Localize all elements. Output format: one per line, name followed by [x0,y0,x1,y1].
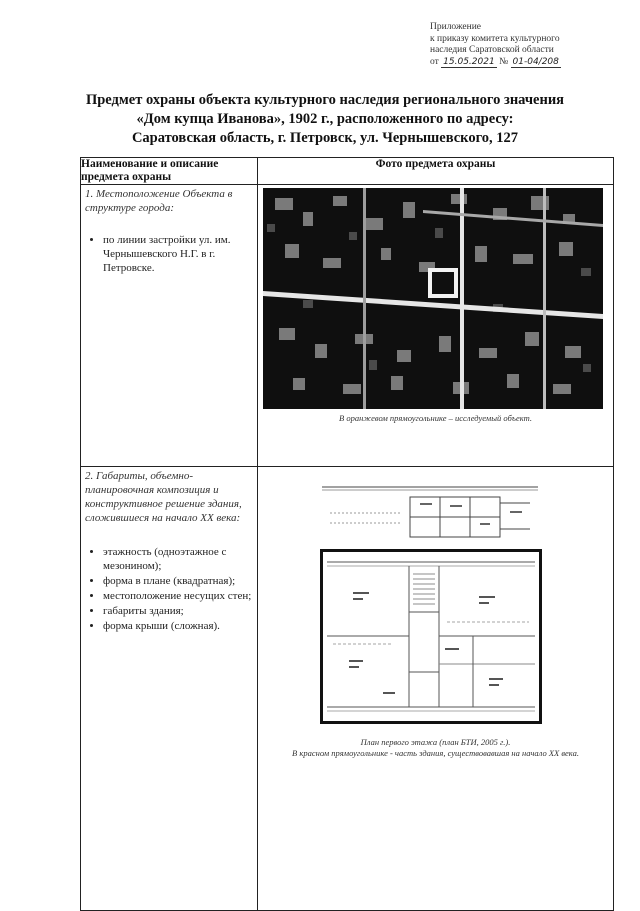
floor-plan-image [320,549,542,724]
description-cell [81,185,258,467]
number-label: № [499,56,509,67]
plan-caption [258,737,613,759]
list-item: • форма крыши (сложная). [103,619,253,633]
photo-cell [258,467,614,911]
appendix-line: наследия Саратовской области [430,45,554,55]
list-item: • габариты здания; [103,604,253,618]
title-line: Предмет охраны объекта культурного наследия регионального значения [85,92,565,108]
map-caption: В оранжевом прямоугольнике – исследуемый объект. [339,413,532,423]
row-title: 2. Габариты, объемно-планировочная композиция и конструктивное решение здания, сложившиеся на начало XX века: [85,470,242,524]
table-row [81,467,614,911]
aerial-map-image [263,188,603,409]
table-row [81,185,614,467]
title-line: «Дом купца Иванова», 1902 г., расположенного по адресу: [136,111,514,127]
item-list [85,545,253,633]
appendix-line: к приказу комитета культурного [430,33,560,44]
floor-plan-graphic [323,552,539,721]
table-header-row [81,158,614,185]
aerial-map-graphic [263,188,603,409]
title-line: Саратовская область, г. Петровск, ул. Чернышевского, 127 [131,130,519,146]
header-photo: Фото предмета охраны [258,158,614,185]
appendix-line: Приложение [430,22,481,32]
list-item: • форма в плане (квадратная); [103,574,253,588]
plan-caption-line: В красном прямоугольнике - часть здания, существовавшая на начало XX века. [292,748,579,758]
plan-caption-line: План первого этажа (план БТИ, 2005 г.). [360,737,511,747]
appendix-block [430,22,630,68]
list-item: • местоположение несущих стен; [103,589,253,603]
item-list [85,233,253,275]
row-title: 1. Местоположение Объекта в структуре города: [85,188,233,214]
header-description: Наименование и описание предмета охраны [81,158,258,185]
document-title [70,91,580,148]
protection-subject-table [80,157,614,911]
from-label: от [430,56,439,67]
description-cell [81,467,258,911]
order-date: 15.05.2021 [443,56,495,67]
list-item: • этажность (одноэтажное с мезонином); [103,545,253,573]
photo-cell [258,185,614,467]
order-number: 01-04/208 [512,56,559,67]
list-item: • по линии застройки ул. им. Чернышевского Н.Г. в г. Петровске. [103,233,253,275]
appendix-date-line [430,57,630,69]
floor-plan-extension [320,483,540,543]
plan-extension-graphic [320,483,540,543]
